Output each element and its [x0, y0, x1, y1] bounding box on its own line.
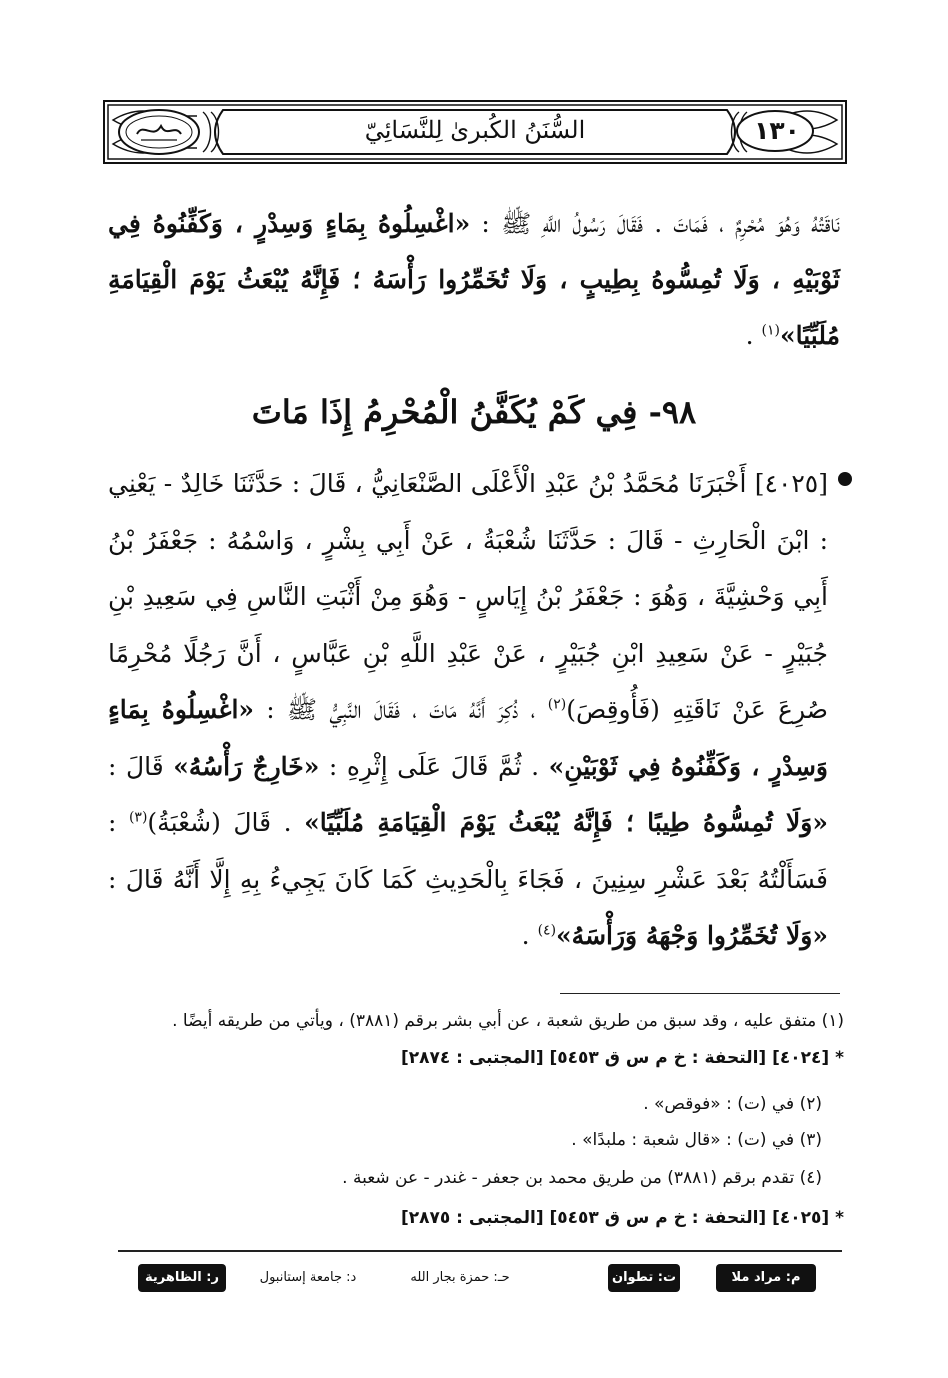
hadith-quote: «وَلَا تُخَمِّرُوا وَجْهَهُ وَرَأْسَهُ»	[556, 921, 828, 950]
footnote-2: (٢) في (ت) : «فوقص» .	[643, 1094, 822, 1114]
section-heading: ٩٨- فِي كَمْ يُكَفَّنُ الْمُحْرِمُ إِذَا مَاتَ	[251, 393, 697, 431]
manuscript-t-badge: ت: تطوان	[608, 1264, 680, 1292]
bullet-dot-icon	[838, 472, 852, 486]
footnote-4: (٤) تقدم برقم (٣٨٨١) من طريق محمد بن جعفر - غندر - عن شعبة .	[342, 1168, 822, 1188]
footnote-ref: (٣)	[128, 809, 148, 826]
sentence-end: .	[745, 321, 762, 350]
hadith-quote: «خَارِجٌ رَأْسُهُ»	[173, 751, 320, 781]
manuscript-h-label: حـ: حمزة بجار الله	[410, 1270, 510, 1285]
footnote-ref: (٢)	[547, 696, 567, 713]
manuscript-r-badge: ر: الظاهرية	[138, 1264, 226, 1292]
hadith-quote: «اغْسِلُوهُ بِمَاءٍ وَسِدْرٍ ، وَكَفِّنُوهُ فِي ثَوْبَيْنِ»	[108, 695, 828, 781]
page-header	[103, 100, 847, 164]
hadith-quote: «اغْسِلُوهُ بِمَاءٍ وَسِدْرٍ ، وَكَفِّنُوهُ فِي ثَوْبَيْهِ ، وَلَا تُمِسُّوهُ بِطِيبٍ ، وَلَا تُخَمِّرُوا رَأْسَهُ ؛ فَإِنَّهُ يُبْعَثُ يَوْمَ الْقِيَامَةِ مُلَبِّيًا»	[108, 209, 840, 350]
footnote-ref: (١)	[761, 322, 780, 339]
footnote-divider	[560, 993, 840, 994]
page-number: ١٣٠	[754, 116, 800, 145]
hadith-4025	[108, 456, 828, 965]
paragraph-continuation	[108, 196, 840, 364]
footer-divider	[118, 1250, 842, 1252]
narration-text: : فَسَأَلْتُهُ بَعْدَ عَشْرِ سِنِينَ ، فَجَاءَ بِالْحَدِيثِ كَمَا كَانَ يَجِيءُ بِهِ إِلَّا أَنَّهُ قَالَ :	[108, 808, 828, 894]
narration-text: . ثُمَّ قَالَ عَلَى إِثْرِهِ :	[319, 751, 549, 781]
narration-text: ، ذُكِرَ أَنَّهُ مَاتَ ، فَقَالَ النَّبِيُّ ﷺ :	[254, 695, 548, 724]
isnad-text: [٤٠٢٥] أَخْبَرَنَا مُحَمَّدُ بْنُ عَبْدِ الْأَعْلَى الصَّنْعَانِيُّ ، قَالَ : حَدَّثَنَا خَالِدٌ - يَعْنِي : ابْنَ الْحَارِثِ - قَالَ : حَدَّثَنَا شُعْبَةُ ، عَنْ أَبِي بِشْرٍ ، وَاسْمُهُ : جَعْفَرُ بْنُ أَبِي وَحْشِيَّةَ ، وَهُوَ : جَعْفَرُ بْنُ إِيَاسٍ - وَهُوَ مِنْ أَثْبَتِ النَّاسِ فِي سَعِيدِ بْنِ جُبَيْرٍ - عَنْ سَعِيدِ ابْنِ جُبَيْرٍ ، عَنْ عَبْدِ اللَّهِ بْنِ عَبَّاسٍ ، أَنَّ رَجُلًا مُحْرِمًا صُرِعَ عَنْ نَاقَتِهِ (فَأُوقِصَ)	[108, 469, 828, 724]
footnote-1: (١) متفق عليه ، وقد سبق من طريق شعبة ، عن أبي بشر برقم (٣٨٨١) ، ويأتي من طريقه أيضًا .	[172, 1011, 844, 1031]
narration-text: نَاقَتُهُ وَهُوَ مُحْرِمٌ ، فَمَاتَ . فَقَالَ رَسُولُ اللَّهِ ﷺ :	[470, 209, 840, 238]
manuscript-d-label: د: جامعة إستانبول	[259, 1270, 357, 1285]
footnote-ref: (٤)	[537, 922, 557, 939]
takhrij-4025: * [٤٠٢٥] [التحفة : خ م س ق ٥٤٥٣] [المجتبى : ٢٨٧٥]	[400, 1208, 844, 1228]
sentence-end: .	[521, 921, 538, 950]
manuscript-m-badge: م: مراد ملا	[716, 1264, 816, 1292]
narration-text: قَالَ :	[108, 751, 174, 781]
hadith-quote: «وَلَا تُمِسُّوهُ طِيبًا ؛ فَإِنَّهُ يُبْعَثُ يَوْمَ الْقِيَامَةِ مُلَبِّيًا»	[304, 808, 828, 837]
narration-text: . قَالَ (شُعْبَةُ)	[147, 808, 305, 837]
footnote-3: (٣) في (ت) : «قال شعبة : ملبدًا» .	[571, 1130, 822, 1150]
takhrij-4024: * [٤٠٢٤] [التحفة : خ م س ق ٥٤٥٣] [المجتبى : ٢٨٧٤]	[400, 1048, 844, 1068]
book-title: السُّنَنُ الكُبرىٰ لِلنَّسَائِيّ	[364, 116, 586, 144]
